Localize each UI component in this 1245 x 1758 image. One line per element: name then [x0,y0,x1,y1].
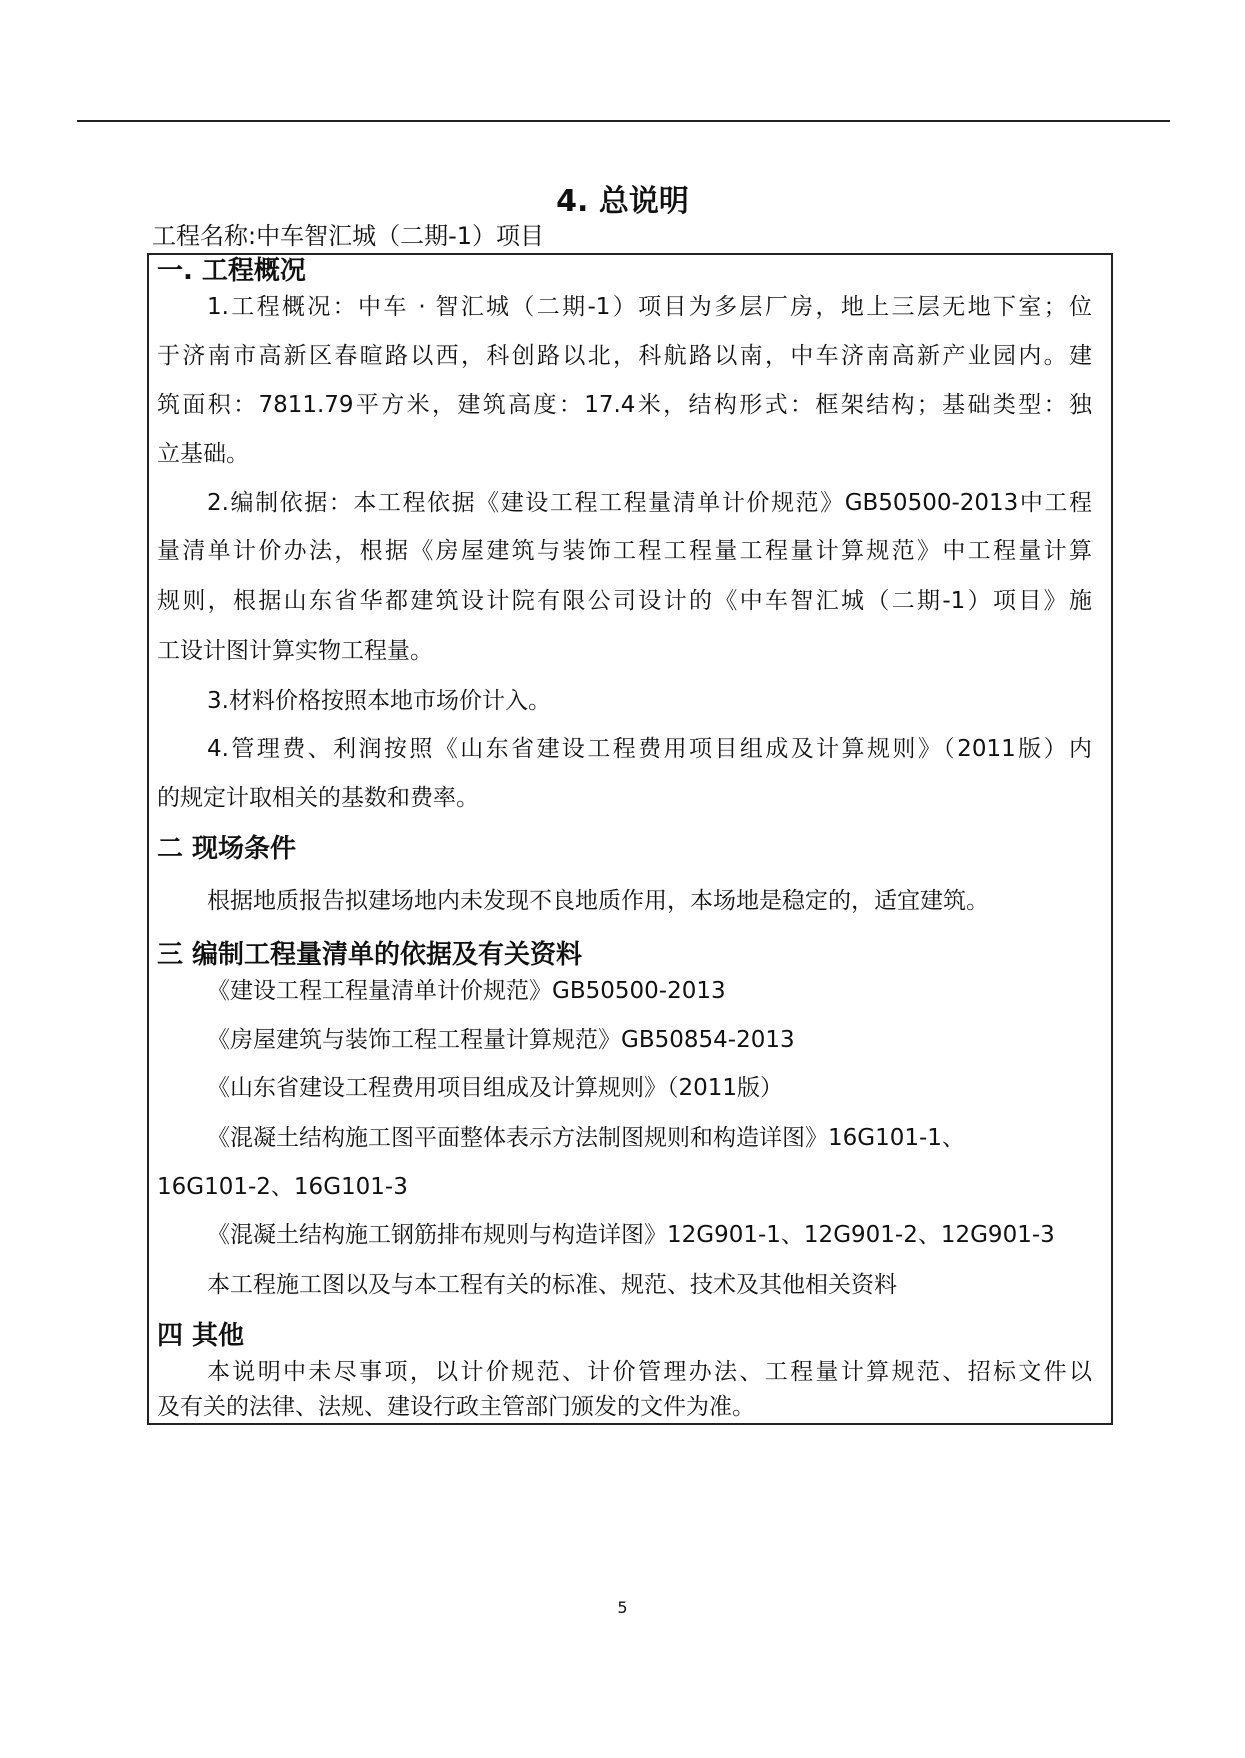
paragraph-line: 及有关的法律、法规、建设行政主管部门颁发的文件为准。 [157,1394,755,1420]
reference-line: 16G101-2、16G101-3 [157,1174,408,1200]
reference-line: 《房屋建筑与装饰工程工程量计算规范》GB50854-2013 [207,1027,795,1053]
paragraph-line: 2.编制依据：本工程依据《建设工程工程量清单计价规范》GB50500-2013中工程 [207,490,1092,516]
project-name: 工程名称:中车智汇城（二期-1）项目 [152,222,545,250]
page-number: 5 [617,1598,628,1617]
paragraph-line: 工设计图计算实物工程量。 [157,638,433,664]
paragraph-line: 量清单计价办法，根据《房屋建筑与装饰工程工程量工程量计算规范》中工程量计算 [157,538,1092,564]
reference-line: 本工程施工图以及与本工程有关的标准、规范、技术及其他相关资料 [207,1272,897,1298]
reference-line: 《混凝土结构施工图平面整体表示方法制图规则和构造详图》16G101-1、 [207,1125,965,1151]
paragraph-line: 的规定计取相关的基数和费率。 [157,785,479,811]
paragraph-line: 于济南市高新区春暄路以西，科创路以北，科航路以南，中车济南高新产业园内。建 [157,343,1092,369]
header-rule [77,120,1170,122]
paragraph-line: 规则，根据山东省华都建筑设计院有限公司设计的《中车智汇城（二期-1）项目》施 [157,588,1092,614]
section-heading: 一. 工程概况 [157,256,306,286]
paragraph-line: 根据地质报告拟建场地内未发现不良地质作用，本场地是稳定的，适宜建筑。 [207,888,989,914]
section-heading: 四 其他 [157,1321,245,1351]
paragraph-line: 4.管理费、利润按照《山东省建设工程费用项目组成及计算规则》（2011版）内 [207,736,1092,762]
page-title: 4. 总说明 [556,184,689,219]
reference-line: 《建设工程工程量清单计价规范》GB50500-2013 [207,978,726,1004]
paragraph-line: 1.工程概况：中车 · 智汇城（二期-1）项目为多层厂房，地上三层无地下室；位 [207,294,1092,320]
paragraph-line: 3.材料价格按照本地市场价计入。 [207,688,551,714]
paragraph-line: 筑面积：7811.79平方米，建筑高度：17.4米，结构形式：框架结构；基础类型：独 [157,392,1092,418]
section-heading: 三 编制工程量清单的依据及有关资料 [157,940,583,970]
section-heading: 二 现场条件 [157,834,297,864]
paragraph-line: 本说明中未尽事项，以计价规范、计价管理办法、工程量计算规范、招标文件以 [207,1359,1092,1385]
reference-line: 《混凝土结构施工钢筋排布规则与构造详图》12G901-1、12G901-2、12G901-3 [207,1222,1055,1248]
paragraph-line: 立基础。 [157,441,249,467]
reference-line: 《山东省建设工程费用项目组成及计算规则》（2011版） [207,1075,784,1101]
